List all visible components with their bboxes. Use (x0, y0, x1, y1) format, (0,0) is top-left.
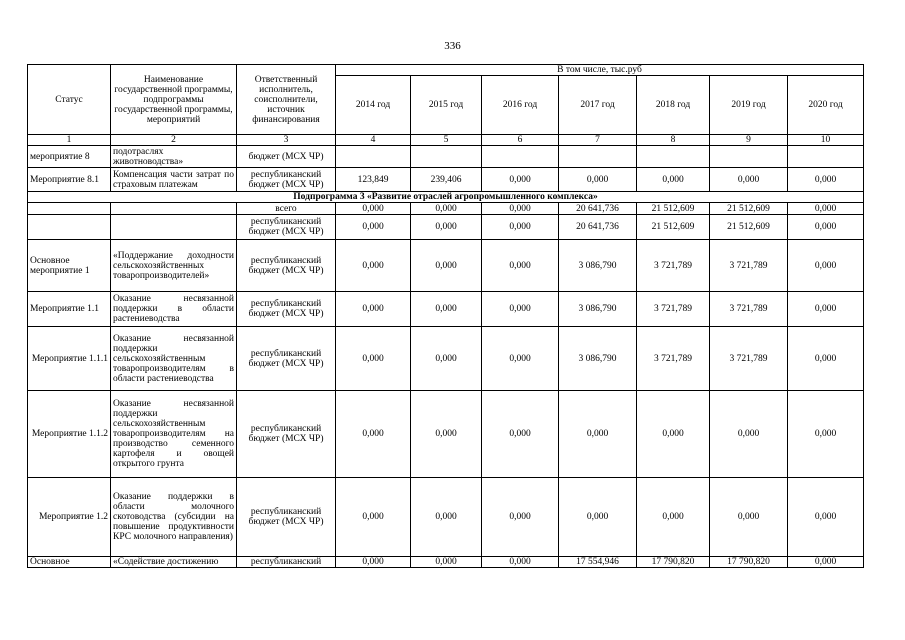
column-number: 9 (710, 135, 788, 146)
value-cell: 0,000 (411, 557, 482, 568)
name-cell (111, 215, 237, 240)
status-cell: Мероприятие 1.1.1 (28, 327, 111, 391)
value-cell: 21 512,609 (710, 203, 788, 215)
responsible-cell: республиканский (237, 557, 336, 568)
value-cell: 0,000 (788, 168, 864, 192)
value-cell: 0,000 (411, 391, 482, 478)
column-number: 2 (111, 135, 237, 146)
value-cell: 21 512,609 (710, 215, 788, 240)
responsible-cell: республиканский бюджет (МСХ ЧР) (237, 168, 336, 192)
column-number: 1 (28, 135, 111, 146)
status-cell: Мероприятие 8.1 (28, 168, 111, 192)
column-number: 7 (559, 135, 637, 146)
value-cell: 0,000 (411, 478, 482, 557)
value-cell: 0,000 (336, 240, 411, 292)
value-cell: 0,000 (482, 478, 559, 557)
header-year: 2016 год (482, 76, 559, 135)
value-cell: 17 790,820 (637, 557, 710, 568)
table-row (28, 215, 864, 240)
value-cell: 239,406 (411, 168, 482, 192)
table-row (28, 203, 864, 215)
value-cell: 3 086,790 (559, 327, 637, 391)
responsible-cell: республиканский бюджет (МСХ ЧР) (237, 240, 336, 292)
name-cell: «Поддержание доходности сельскохозяйственных товаропроизводителей» (111, 240, 237, 292)
value-cell: 0,000 (336, 391, 411, 478)
header-year: 2014 год (336, 76, 411, 135)
value-cell (637, 146, 710, 168)
column-number: 8 (637, 135, 710, 146)
responsible-cell: республиканский бюджет (МСХ ЧР) (237, 327, 336, 391)
status-cell: Основное (28, 557, 111, 568)
value-cell: 0,000 (482, 292, 559, 327)
column-number: 4 (336, 135, 411, 146)
table-row (28, 391, 864, 478)
table-row (28, 168, 864, 192)
value-cell: 123,849 (336, 168, 411, 192)
value-cell: 0,000 (411, 240, 482, 292)
column-number: 5 (411, 135, 482, 146)
table-row (28, 240, 864, 292)
value-cell: 0,000 (482, 557, 559, 568)
value-cell: 0,000 (788, 203, 864, 215)
value-cell (482, 146, 559, 168)
status-cell: Мероприятие 1.1.2 (28, 391, 111, 478)
value-cell: 0,000 (336, 215, 411, 240)
status-cell: мероприятие 8 (28, 146, 111, 168)
value-cell: 0,000 (482, 327, 559, 391)
responsible-cell: республиканский бюджет (МСХ ЧР) (237, 391, 336, 478)
value-cell: 3 721,789 (637, 240, 710, 292)
column-number: 6 (482, 135, 559, 146)
value-cell: 0,000 (710, 168, 788, 192)
table-row (28, 146, 864, 168)
value-cell: 0,000 (788, 215, 864, 240)
responsible-cell: всего (237, 203, 336, 215)
value-cell: 0,000 (482, 203, 559, 215)
value-cell: 0,000 (788, 327, 864, 391)
value-cell: 0,000 (411, 203, 482, 215)
value-cell: 17 790,820 (710, 557, 788, 568)
value-cell: 0,000 (788, 240, 864, 292)
value-cell: 21 512,609 (637, 203, 710, 215)
value-cell (710, 146, 788, 168)
value-cell: 0,000 (336, 292, 411, 327)
status-cell: Мероприятие 1.2 (28, 478, 111, 557)
header-responsible: Ответственный исполнитель, соисполнители, источник финансирования (237, 65, 336, 135)
value-cell: 0,000 (710, 478, 788, 557)
status-cell: Мероприятие 1.1 (28, 292, 111, 327)
value-cell: 0,000 (788, 557, 864, 568)
value-cell: 3 086,790 (559, 292, 637, 327)
value-cell (411, 146, 482, 168)
header-status: Статус (28, 65, 111, 135)
value-cell: 0,000 (710, 391, 788, 478)
value-cell: 0,000 (637, 478, 710, 557)
value-cell: 3 721,789 (710, 292, 788, 327)
value-cell: 0,000 (788, 478, 864, 557)
responsible-cell: бюджет (МСХ ЧР) (237, 146, 336, 168)
value-cell: 3 721,789 (710, 327, 788, 391)
value-cell: 0,000 (482, 168, 559, 192)
value-cell: 20 641,736 (559, 203, 637, 215)
name-cell: Оказание несвязанной поддержки сельскохозяйственным товаропроизводителям в области растениеводства (111, 327, 237, 391)
value-cell: 3 086,790 (559, 240, 637, 292)
responsible-cell: республиканский бюджет (МСХ ЧР) (237, 215, 336, 240)
name-cell: Оказание поддержки в области молочного скотоводства (субсидии на повышение продуктивности КРС молочного направления) (111, 478, 237, 557)
value-cell: 0,000 (482, 240, 559, 292)
value-cell: 0,000 (637, 391, 710, 478)
name-cell: подотраслях животноводства» (111, 146, 237, 168)
name-cell (111, 203, 237, 215)
value-cell: 0,000 (411, 292, 482, 327)
value-cell: 0,000 (336, 478, 411, 557)
value-cell: 0,000 (788, 391, 864, 478)
table-row (28, 327, 864, 391)
subprogram-title: Подпрограмма 3 «Развитие отраслей агропромышленного комплекса» (28, 192, 864, 203)
value-cell: 0,000 (559, 391, 637, 478)
value-cell: 3 721,789 (710, 240, 788, 292)
value-cell: 0,000 (336, 327, 411, 391)
value-cell: 0,000 (482, 215, 559, 240)
column-number: 3 (237, 135, 336, 146)
value-cell: 0,000 (559, 168, 637, 192)
value-cell: 0,000 (788, 292, 864, 327)
table-row (28, 478, 864, 557)
budget-table (27, 64, 864, 568)
column-number: 10 (788, 135, 864, 146)
name-cell: Оказание несвязанной поддержки сельскохозяйственным товаропроизводителям на производство семенного картофеля и овощей открытого грунта (111, 391, 237, 478)
value-cell: 0,000 (336, 557, 411, 568)
value-cell: 17 554,946 (559, 557, 637, 568)
header-year: 2020 год (788, 76, 864, 135)
header-year: 2015 год (411, 76, 482, 135)
status-cell: Основное мероприятие 1 (28, 240, 111, 292)
value-cell: 0,000 (559, 478, 637, 557)
value-cell (788, 146, 864, 168)
value-cell: 0,000 (411, 327, 482, 391)
value-cell: 0,000 (336, 203, 411, 215)
header-year: 2019 год (710, 76, 788, 135)
value-cell (336, 146, 411, 168)
name-cell: Компенсация части затрат по страховым платежам (111, 168, 237, 192)
status-cell (28, 215, 111, 240)
header-name: Наименование государственной программы, подпрограммы государственной программы, мероприятий (111, 65, 237, 135)
header-group: В том числе, тыс.руб (336, 65, 864, 76)
value-cell (559, 146, 637, 168)
header-year: 2018 год (637, 76, 710, 135)
value-cell: 21 512,609 (637, 215, 710, 240)
page-number: 336 (444, 40, 461, 52)
value-cell: 0,000 (411, 215, 482, 240)
responsible-cell: республиканский бюджет (МСХ ЧР) (237, 478, 336, 557)
header-year: 2017 год (559, 76, 637, 135)
value-cell: 20 641,736 (559, 215, 637, 240)
table-row (28, 557, 864, 568)
responsible-cell: республиканский бюджет (МСХ ЧР) (237, 292, 336, 327)
value-cell: 3 721,789 (637, 292, 710, 327)
value-cell: 3 721,789 (637, 327, 710, 391)
table-row (28, 292, 864, 327)
name-cell: «Содействие достижению (111, 557, 237, 568)
status-cell (28, 203, 111, 215)
value-cell: 0,000 (637, 168, 710, 192)
name-cell: Оказание несвязанной поддержки в области растениеводства (111, 292, 237, 327)
value-cell: 0,000 (482, 391, 559, 478)
